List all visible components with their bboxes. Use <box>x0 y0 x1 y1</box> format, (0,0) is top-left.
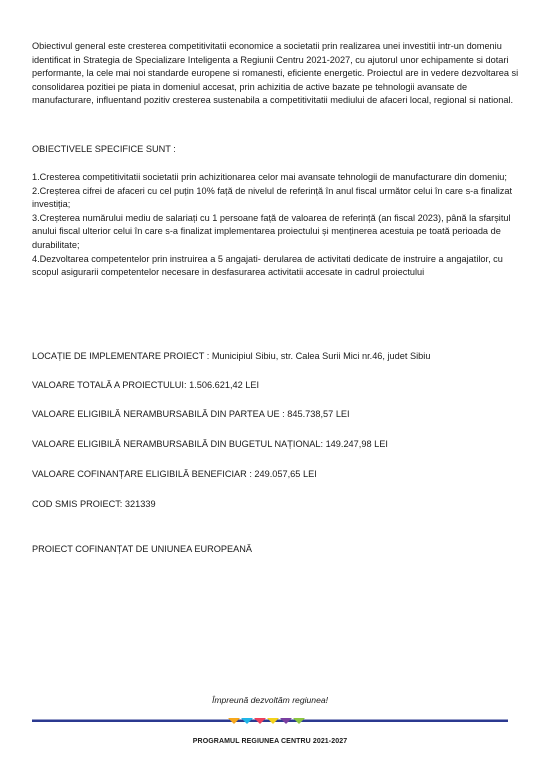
objective-item: 4.Dezvoltarea competentelor prin instruirea a 5 angajati- derularea de activitati dedicate de instruire a angajatilor, cu scopul asigurarii competentelor necesare in desfasurarea activitatii accesate in cadrul proiectului <box>32 253 503 278</box>
eu-eligible-value: VALOARE ELIGIBILĂ NERAMBURSABILĂ DIN PARTEA UE : 845.738,57 LEI <box>32 409 350 419</box>
smis-code: COD SMIS PROIECT: 321339 <box>32 499 156 509</box>
specific-objectives-heading: OBIECTIVELE SPECIFICE SUNT : <box>32 144 176 154</box>
total-project-value: VALOARE TOTALĂ A PROIECTULUI: 1.506.621,42 LEI <box>32 380 260 390</box>
program-label: PROGRAMUL REGIUNEA CENTRU 2021-2027 <box>192 738 348 745</box>
region-slogan: Împreună dezvoltăm regiunea! <box>211 695 329 705</box>
objective-item: 3.Creșterea numărului mediu de salariați cu 1 persoane față de valoarea de referință (an fiscal 2023), până la sfarșitul anului fiscal ulterior celui în care s-a finalizat implementarea proiectului și menținerea acestuia pe toată perioada de durabilitate; <box>32 212 511 250</box>
implementation-location: LOCAȚIE DE IMPLEMENTARE PROIECT : Municipiul Sibiu, str. Calea Surii Mici nr.46, judet Sibiu <box>32 351 431 361</box>
eu-cofinanced-statement: PROIECT COFINANȚAT DE UNIUNEA EUROPEANĂ <box>32 544 253 554</box>
national-eligible-value: VALOARE ELIGIBILĂ NERAMBURSABILĂ DIN BUGETUL NAȚIONAL: 149.247,98 LEI <box>32 439 388 449</box>
objective-item: 2.Creșterea cifrei de afaceri cu cel puțin 10% față de nivelul de referință în anul fiscal următor celui în care s-a finalizat investiția; <box>32 185 513 210</box>
objective-item: 1.Cresterea competitivitatii societatii prin achizitionarea celor mai avansate tehnologii de manufacturare din domeniu; <box>32 172 507 182</box>
general-objective-paragraph: Obiectivul general este cresterea competitivitatii economice a societatii prin realizarea unei investitii intr-un domeniu identificat in Strategia de Specializare Inteligenta a Regiunii Centru 2021-2027, cu ajutorul unor echipamente si dotari performante, la cele mai noi standarde europene si romanesti, eficiente energetic. Proiectul are in vedere dezvoltarea si consolidarea pozitiei pe piata in domeniul accesat, prin achizitia de active bazate pe tehnologii avansate de manufacturare, influentand pozitiv cresterea sustenabila a competitivitatii mediului de afaceri local, regional si national. <box>32 41 519 106</box>
footer-brand-bar <box>32 718 508 725</box>
specific-objectives-list <box>32 171 522 280</box>
beneficiary-cofinancing-value: VALOARE COFINANȚARE ELIGIBILĂ BENEFICIAR : 249.057,65 LEI <box>32 469 317 479</box>
